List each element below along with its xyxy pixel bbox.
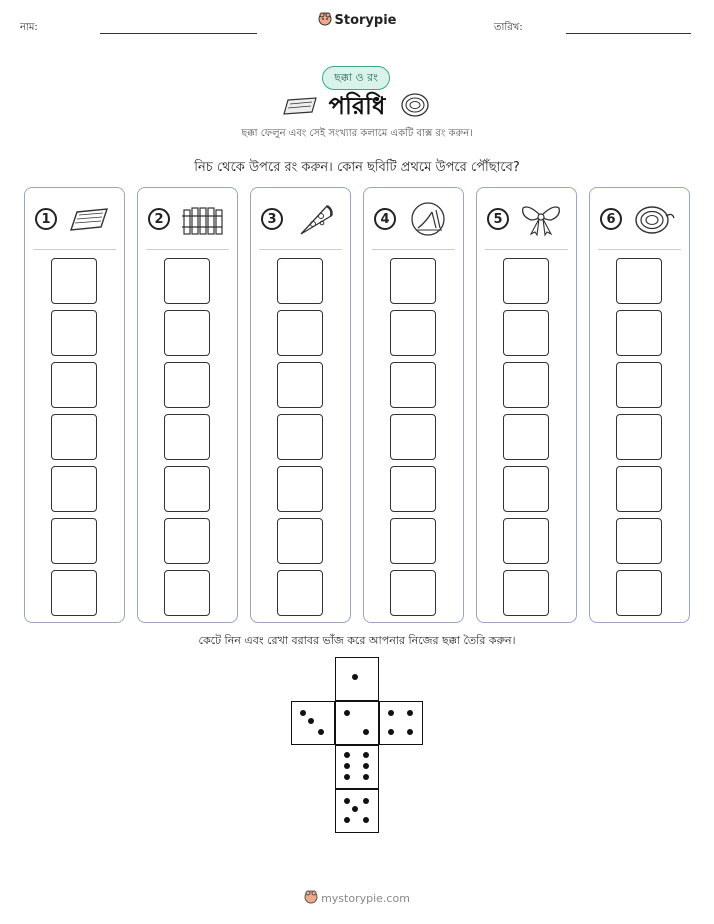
die-pip	[363, 763, 369, 769]
column-number: 3	[261, 208, 283, 230]
fence-icon	[180, 200, 224, 238]
footer-url[interactable]: mystorypie.com	[321, 892, 410, 905]
pizza-slice-icon	[293, 200, 337, 238]
color-box[interactable]	[51, 362, 97, 408]
color-box[interactable]	[616, 414, 662, 460]
storypie-logo-icon	[318, 12, 332, 26]
column-number: 1	[35, 208, 57, 230]
color-box[interactable]	[164, 310, 210, 356]
color-box[interactable]	[164, 518, 210, 564]
die-pip	[388, 710, 394, 716]
color-box[interactable]	[503, 310, 549, 356]
die-pip	[352, 674, 358, 680]
die-pip	[363, 817, 369, 823]
color-box[interactable]	[277, 258, 323, 304]
column-number: 5	[487, 208, 509, 230]
color-box[interactable]	[164, 414, 210, 460]
mat-icon	[67, 200, 111, 238]
column-number: 2	[148, 208, 170, 230]
name-label: নাম:	[20, 22, 38, 33]
die-face-4	[379, 701, 423, 745]
column-2	[137, 187, 238, 623]
brand-header	[0, 12, 714, 28]
color-box[interactable]	[503, 570, 549, 616]
color-box[interactable]	[390, 310, 436, 356]
column-divider	[33, 249, 116, 250]
color-box[interactable]	[503, 518, 549, 564]
color-box[interactable]	[277, 414, 323, 460]
color-box[interactable]	[51, 258, 97, 304]
column-4	[363, 187, 464, 623]
color-box[interactable]	[164, 466, 210, 512]
color-box[interactable]	[390, 362, 436, 408]
cut-instruction: কেটে নিন এবং রেখা বরাবর ভাঁজ করে আপনার নিজের ছক্কা তৈরি করুন।	[198, 634, 516, 647]
color-box[interactable]	[616, 518, 662, 564]
die-pip	[407, 729, 413, 735]
color-box[interactable]	[390, 258, 436, 304]
column-6	[589, 187, 690, 623]
die-face-2	[335, 701, 379, 745]
footer	[0, 890, 714, 905]
die-face-6	[335, 745, 379, 789]
color-box[interactable]	[390, 570, 436, 616]
color-box[interactable]	[164, 362, 210, 408]
die-face-3	[291, 701, 335, 745]
column-divider	[372, 249, 455, 250]
die-pip	[308, 718, 314, 724]
die-pip	[344, 817, 350, 823]
die-pip	[344, 798, 350, 804]
date-line	[566, 33, 691, 34]
playground-icon	[406, 200, 450, 238]
color-box[interactable]	[51, 518, 97, 564]
color-box[interactable]	[277, 466, 323, 512]
rope-coil-icon	[400, 92, 430, 118]
column-1	[24, 187, 125, 623]
color-box[interactable]	[616, 310, 662, 356]
die-pip	[344, 752, 350, 758]
color-box[interactable]	[616, 362, 662, 408]
color-box[interactable]	[503, 466, 549, 512]
color-box[interactable]	[164, 570, 210, 616]
color-box[interactable]	[277, 518, 323, 564]
color-box[interactable]	[51, 570, 97, 616]
color-box[interactable]	[503, 362, 549, 408]
die-pip	[363, 774, 369, 780]
rope-coil-icon	[632, 200, 676, 238]
color-box[interactable]	[503, 258, 549, 304]
brand-name: Storypie	[334, 13, 397, 28]
die-pip	[363, 752, 369, 758]
color-box[interactable]	[277, 310, 323, 356]
color-box[interactable]	[277, 362, 323, 408]
color-box[interactable]	[390, 518, 436, 564]
column-divider	[598, 249, 681, 250]
color-box[interactable]	[277, 570, 323, 616]
color-box[interactable]	[51, 414, 97, 460]
color-box[interactable]	[390, 414, 436, 460]
color-box[interactable]	[616, 258, 662, 304]
die-pip	[344, 763, 350, 769]
color-box[interactable]	[51, 310, 97, 356]
page-title: পরিধি	[328, 92, 386, 120]
die-face-5	[335, 789, 379, 833]
die-pip	[318, 729, 324, 735]
color-box[interactable]	[164, 258, 210, 304]
storypie-logo-icon	[304, 890, 318, 904]
color-box[interactable]	[616, 466, 662, 512]
column-divider	[146, 249, 229, 250]
die-pip	[300, 710, 306, 716]
activity-pill: ছক্কা ও রং	[322, 66, 390, 90]
color-box[interactable]	[616, 570, 662, 616]
column-5	[476, 187, 577, 623]
die-pip	[363, 798, 369, 804]
column-number: 6	[600, 208, 622, 230]
die-face-1	[335, 657, 379, 701]
die-pip	[363, 729, 369, 735]
die-pip	[344, 774, 350, 780]
die-pip	[344, 710, 350, 716]
name-line	[100, 33, 257, 34]
date-label: তারিখ:	[494, 22, 523, 33]
die-pip	[388, 729, 394, 735]
column-divider	[485, 249, 568, 250]
column-divider	[259, 249, 342, 250]
column-number: 4	[374, 208, 396, 230]
instruction: নিচ থেকে উপরে রং করুন। কোন ছবিটি প্রথমে উপরে পৌঁছাবে?	[194, 160, 520, 175]
column-3	[250, 187, 351, 623]
die-pip	[352, 806, 358, 812]
color-box[interactable]	[51, 466, 97, 512]
die-pip	[407, 710, 413, 716]
color-box[interactable]	[390, 466, 436, 512]
subtitle: ছক্কা ফেলুন এবং সেই সংখ্যার কলামে একটি বাক্স রং করুন।	[241, 128, 473, 139]
color-box[interactable]	[503, 414, 549, 460]
bow-icon	[519, 200, 563, 238]
